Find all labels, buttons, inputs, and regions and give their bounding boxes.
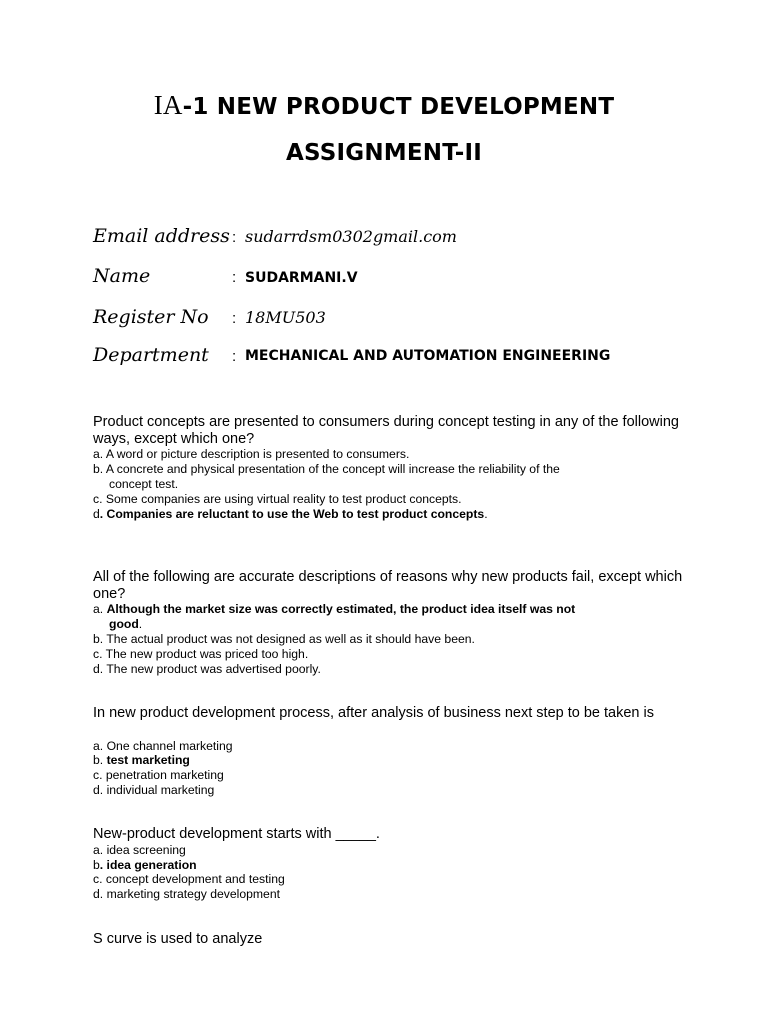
page-title: [0, 90, 768, 121]
email-label: Email address: [93, 225, 230, 247]
q1-option-c: c. Some companies are using virtual reality to test product concepts.: [93, 492, 462, 506]
q4-option-c: c. concept development and testing: [93, 872, 285, 886]
register-value: 18MU503: [245, 308, 326, 327]
q1-option-a: a. A word or picture description is presented to consumers.: [93, 447, 410, 461]
department-label: Department: [93, 344, 209, 366]
title-prefix: IA: [153, 90, 183, 120]
q4-option-b-answer: b. idea generation: [93, 858, 197, 872]
name-value: SUDARMANI.V: [245, 270, 358, 286]
q2-option-b: b. The actual product was not designed as well as it should have been.: [93, 632, 475, 646]
name-colon: :: [232, 269, 237, 286]
q4-option-a: a. idea screening: [93, 843, 186, 857]
email-value: sudarrdsm0302gmail.com: [245, 227, 457, 246]
title-text: -1 NEW PRODUCT DEVELOPMENT: [182, 94, 615, 120]
question-1: Product concepts are presented to consumers during concept testing in any of the following ways, except which one?: [93, 414, 679, 447]
q4-option-d: d. marketing strategy development: [93, 887, 280, 901]
q2-option-d: d. The new product was advertised poorly.: [93, 662, 321, 676]
q1-option-b: b. A concrete and physical presentation of the concept will increase the reliability of the concept test.: [93, 462, 560, 491]
q3-option-d: d. individual marketing: [93, 783, 215, 797]
q3-option-b-answer: b. test marketing: [93, 753, 190, 767]
q2-option-a-answer: a. Although the market size was correctly estimated, the product idea itself was not good.: [93, 602, 576, 631]
question-5: S curve is used to analyze: [93, 931, 263, 947]
q3-option-a: a. One channel marketing: [93, 739, 233, 753]
department-colon: :: [232, 348, 237, 365]
register-label: Register No: [93, 306, 209, 328]
q3-option-c: c. penetration marketing: [93, 768, 224, 782]
page-subtitle: ASSIGNMENT-II: [286, 140, 482, 166]
question-2: All of the following are accurate descriptions of reasons why new products fail, except which one?: [93, 569, 683, 602]
q2-option-c: c. The new product was priced too high.: [93, 647, 309, 661]
name-label: Name: [93, 265, 151, 287]
email-colon: :: [232, 229, 237, 246]
question-3: In new product development process, after analysis of business next step to be taken is: [93, 705, 654, 721]
department-value: MECHANICAL AND AUTOMATION ENGINEERING: [245, 348, 611, 364]
q1-option-d-answer: d. Companies are reluctant to use the Web to test product concepts.: [93, 507, 488, 521]
register-colon: :: [232, 310, 237, 327]
question-4: New-product development starts with _____.: [93, 826, 380, 842]
